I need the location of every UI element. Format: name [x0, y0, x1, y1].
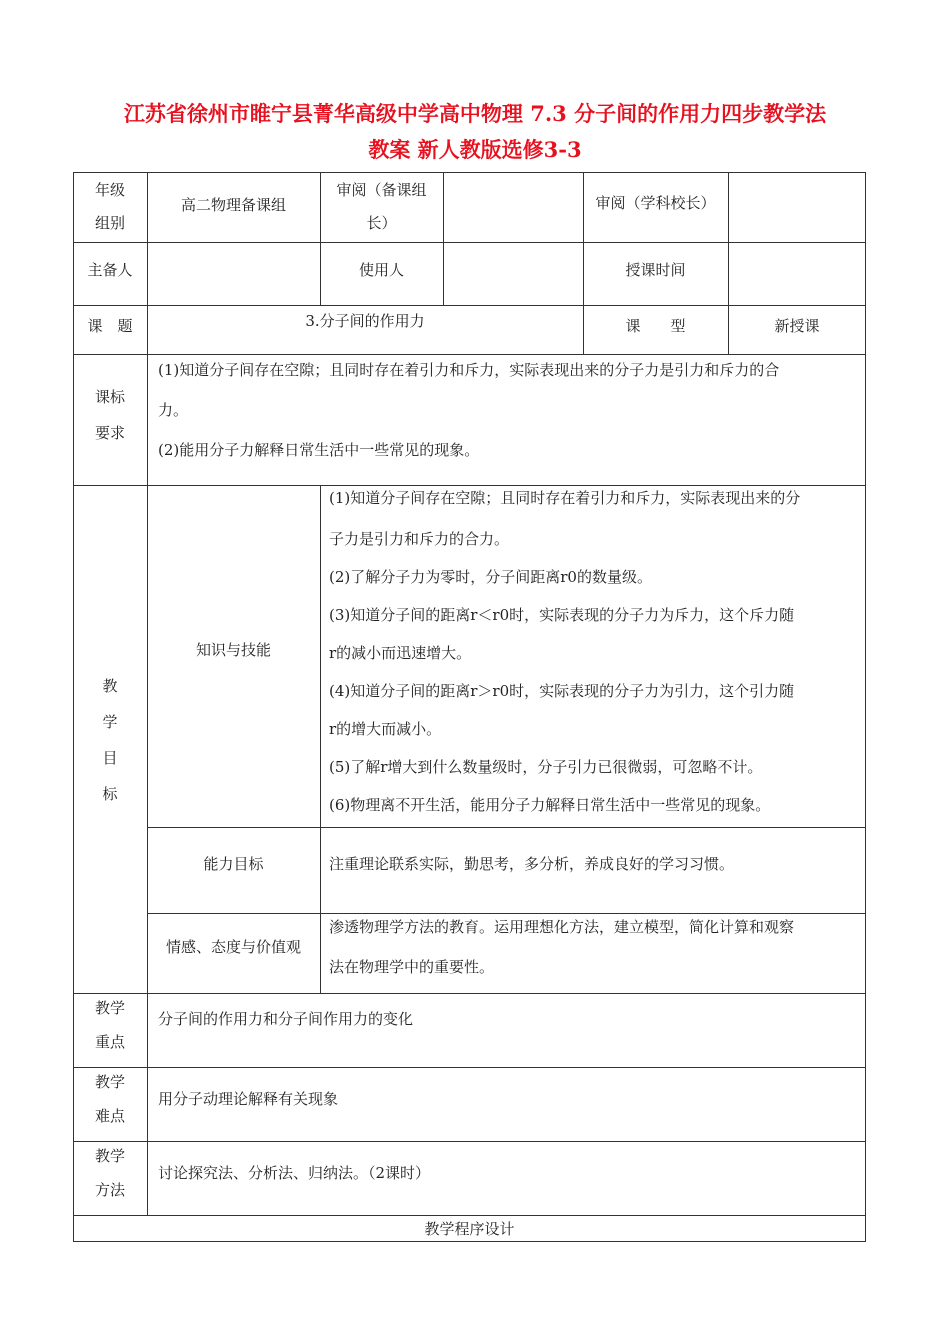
row-divider: [73, 993, 866, 994]
attitude-values-text: 渗透物理学方法的教育。运用理想化方法，建立模型，简化计算和观察 法在物理学中的重要性。: [329, 918, 795, 976]
list-item: r的减小而迅速增大。: [329, 644, 472, 662]
type-value: 新授课: [774, 317, 820, 335]
group-value: 高二物理备课组: [180, 196, 286, 214]
title-line-2: 教案 新人教版选修3-3: [368, 137, 582, 162]
row-divider: [73, 1215, 866, 1216]
list-item: 子力是引力和斥力的合力。: [329, 530, 510, 548]
standard-text: (1)知道分子间存在空隙；且同时存在着引力和斥力，实际表现出来的分子力是引力和斥力的合 力。 (2)能用分子力解释日常生活中一些常见的现象。: [158, 361, 780, 459]
review-group-leader-label: 审阅（备课组 长）: [336, 181, 427, 232]
key-points-text: 分子间的作用力和分子间作用力的变化: [158, 1010, 414, 1028]
document-title: [70, 96, 880, 168]
ability-goals-text: 注重理论联系实际，勤思考，多分析，养成良好的学习习惯。: [329, 855, 735, 873]
ability-goals-label: 能力目标: [203, 855, 264, 873]
review-principal-label: 审阅（学科校长）: [595, 194, 716, 212]
row-divider: [73, 242, 866, 243]
row-divider: [73, 305, 866, 306]
key-points-label: 教学 重点: [94, 999, 125, 1051]
knowledge-skills-label: 知识与技能: [195, 641, 271, 659]
type-label: 课 型: [625, 317, 686, 335]
grade-label: 年级: [94, 181, 125, 199]
procedure-design-heading: 教学程序设计: [424, 1220, 515, 1238]
difficulties-text: 用分子动理论解释有关现象: [158, 1090, 339, 1108]
teach-time-label: 授课时间: [625, 261, 686, 279]
group-label: 组别: [94, 214, 125, 232]
topic-value: 3.分子间的作用力: [305, 312, 425, 330]
knowledge-skills-text: [329, 479, 864, 824]
list-item: (2)了解分子力为零时，分子间距离r0的数量级。: [329, 568, 652, 586]
methods-text: 讨论探究法、分析法、归纳法。（2课时）: [158, 1164, 431, 1182]
difficulties-label: 教学 难点: [94, 1073, 125, 1125]
list-item: (3)知道分子间的距离r＜r0时，实际表现的分子力为斥力，这个斥力随: [329, 606, 795, 624]
preparer-label: 主备人: [87, 261, 133, 279]
list-item: r的增大而减小。: [329, 720, 442, 738]
title-line-1: 江苏省徐州市睢宁县菁华高级中学高中物理 7.3 分子间的作用力四步教学法: [123, 101, 827, 126]
grade-group-label: [73, 178, 147, 235]
list-item: (6)物理离不开生活，能用分子力解释日常生活中一些常见的现象。: [329, 796, 771, 814]
methods-label: 教学 方法: [94, 1147, 125, 1199]
user-label: 使用人: [358, 261, 404, 279]
goals-label: 教 学 目 标: [102, 677, 118, 803]
column-divider: [443, 172, 444, 305]
topic-label: 课 题: [87, 317, 133, 335]
standard-label: 课标 要求: [94, 388, 125, 442]
row-divider: [73, 1067, 866, 1068]
column-divider: [320, 485, 321, 993]
row-divider: [73, 1141, 866, 1142]
attitude-values-label: 情感、态度与价值观: [165, 938, 301, 956]
row-divider: [147, 827, 866, 828]
list-item: (1)知道分子间存在空隙；且同时存在着引力和斥力，实际表现出来的分: [329, 489, 801, 507]
list-item: (5)了解r增大到什么数量级时，分子引力已很微弱，可忽略不计。: [329, 758, 763, 776]
list-item: (4)知道分子间的距离r＞r0时，实际表现的分子力为引力，这个引力随: [329, 682, 795, 700]
